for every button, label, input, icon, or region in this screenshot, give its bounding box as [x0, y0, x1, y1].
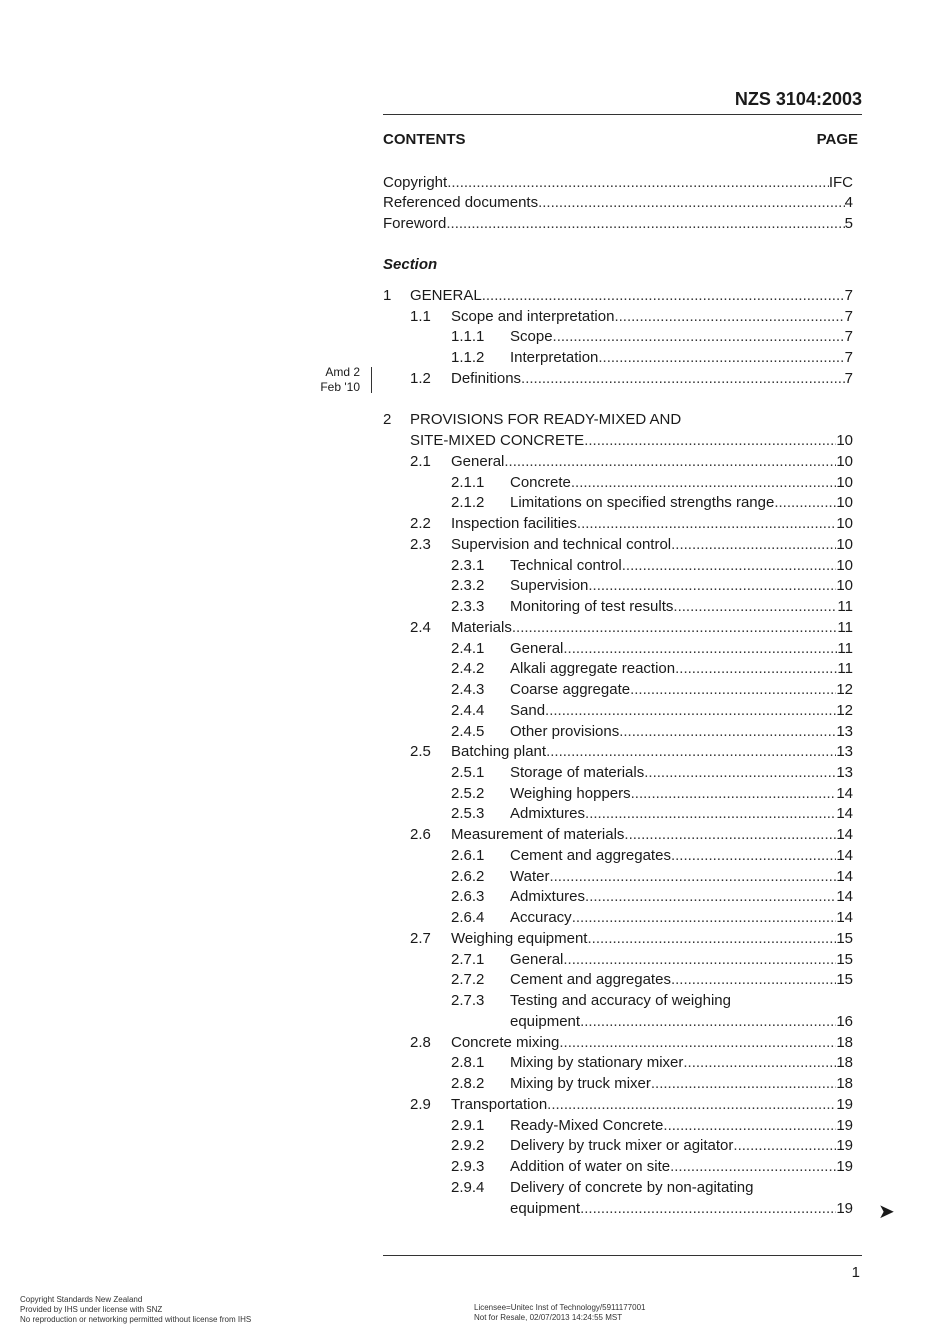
toc-entry[interactable] — [451, 1033, 853, 1053]
toc-entry-page: 7 — [844, 287, 853, 304]
amendment-note — [300, 365, 360, 395]
toc-entry-page: 13 — [836, 764, 853, 781]
toc-entry-page: 12 — [836, 702, 853, 719]
section-heading: Section — [383, 256, 438, 273]
toc-entry-page: 10 — [836, 536, 853, 553]
toc-entry[interactable] — [510, 701, 853, 721]
toc-entry[interactable] — [510, 639, 853, 659]
toc-entry[interactable] — [510, 659, 853, 679]
toc-entry-title: Monitoring of test results — [510, 598, 674, 615]
toc-entry-title: Materials — [451, 619, 512, 636]
toc-number: 2.6.3 — [451, 888, 485, 905]
toc-entry[interactable] — [510, 1116, 853, 1136]
toc-entry[interactable] — [451, 369, 853, 389]
toc-entry-page: 15 — [836, 951, 853, 968]
toc-entry-title: Accuracy — [510, 909, 572, 926]
toc-entry-title: Weighing equipment — [451, 930, 588, 947]
toc-entry-title: Sand — [510, 702, 546, 719]
toc-number: 2.8.1 — [451, 1054, 485, 1071]
toc-entry[interactable] — [510, 493, 853, 513]
toc-entry[interactable] — [510, 846, 853, 866]
toc-number: 1.1 — [410, 308, 431, 325]
toc-number: 2.7.2 — [451, 971, 485, 988]
toc-number: 2.3.2 — [451, 577, 485, 594]
toc-entry-page: 15 — [836, 971, 853, 988]
toc-entry-page: 11 — [837, 598, 853, 615]
toc-entry-title: General — [451, 453, 505, 470]
toc-entry-title: Technical control — [510, 557, 622, 574]
toc-entry-title-line[interactable]: Delivery of concrete by non-agitating — [510, 1179, 754, 1196]
toc-entry-page: 11 — [837, 660, 853, 677]
footer-line: Not for Resale, 02/07/2013 14:24:55 MST — [474, 1313, 623, 1322]
toc-entry-title: Ready-Mixed Concrete — [510, 1117, 664, 1134]
toc-number: 1.1.2 — [451, 349, 485, 366]
toc-number: 2.4.4 — [451, 702, 485, 719]
toc-number: 2.4.5 — [451, 723, 485, 740]
footer-line: Provided by IHS under license with SNZ — [20, 1305, 163, 1314]
toc-entry[interactable] — [510, 1074, 853, 1094]
toc-number: 2.3 — [410, 536, 431, 553]
toc-entry-page: 14 — [836, 847, 853, 864]
header-rule — [383, 114, 862, 115]
toc-entry-title: Delivery by truck mixer or agitator — [510, 1137, 734, 1154]
toc-entry-page: 12 — [836, 681, 853, 698]
toc-entry-title: Weighing hoppers — [510, 785, 631, 802]
toc-entry-page: 10 — [836, 515, 853, 532]
toc-entry[interactable] — [510, 804, 853, 824]
toc-number: 1.2 — [410, 370, 431, 387]
toc-entry[interactable] — [510, 1136, 853, 1156]
toc-number: 2.2 — [410, 515, 431, 532]
toc-entry[interactable] — [510, 950, 853, 970]
amendment-bar — [371, 367, 372, 393]
toc-entry-title: Transportation — [451, 1096, 548, 1113]
toc-entry-title: Cement and aggregates — [510, 971, 671, 988]
toc-entry-title: Mixing by truck mixer — [510, 1075, 651, 1092]
toc-entry-title: Inspection facilities — [451, 515, 577, 532]
toc-number: 2.4 — [410, 619, 431, 636]
toc-number: 2 — [383, 411, 392, 428]
toc-entry-title: Supervision and technical control — [451, 536, 672, 553]
toc-entry[interactable] — [510, 784, 853, 804]
footer-line: Licensee=Unitec Inst of Technology/5911177001 — [474, 1303, 646, 1312]
toc-entry-title: Admixtures — [510, 805, 586, 822]
toc-entry-page: 14 — [836, 888, 853, 905]
toc-entry[interactable] — [510, 970, 853, 990]
toc-number: 2.4.2 — [451, 660, 485, 677]
toc-entry-page: 14 — [836, 805, 853, 822]
toc-entry[interactable] — [510, 887, 853, 907]
footer-line: Copyright Standards New Zealand — [20, 1295, 143, 1304]
toc-number: 2.4.1 — [451, 640, 485, 657]
toc-entry[interactable] — [451, 825, 853, 845]
toc-number: 1.1.1 — [451, 328, 485, 345]
toc-entry-page: IFC — [828, 174, 853, 191]
footer-copyright — [20, 1295, 251, 1325]
toc-entry-page: 11 — [837, 619, 853, 636]
toc-entry[interactable] — [510, 680, 853, 700]
toc-entry-title: Cement and aggregates — [510, 847, 671, 864]
toc-number: 2.3.3 — [451, 598, 485, 615]
toc-number: 2.6.4 — [451, 909, 485, 926]
document-id: NZS 3104:2003 — [734, 89, 862, 109]
toc-entry-title: Concrete mixing — [451, 1034, 560, 1051]
toc-number: 2.9.4 — [451, 1179, 485, 1196]
contents-heading: CONTENTS — [383, 131, 466, 148]
toc-entry[interactable] — [510, 763, 853, 783]
toc-entry-page: 11 — [837, 640, 853, 657]
toc-number: 2.9.1 — [451, 1117, 485, 1134]
toc-entry-page: 19 — [836, 1137, 853, 1154]
toc-number: 2.3.1 — [451, 557, 485, 574]
toc-entry-foreword[interactable] — [383, 214, 853, 234]
toc-entry-title: Admixtures — [510, 888, 586, 905]
toc-number: 2.4.3 — [451, 681, 485, 698]
toc-entry-page: 7 — [844, 349, 853, 366]
toc-entry[interactable] — [451, 452, 853, 472]
toc-entry-referenced-documents[interactable] — [383, 193, 853, 213]
toc-entry[interactable] — [451, 1095, 853, 1115]
toc-entry[interactable] — [451, 929, 853, 949]
toc-entry[interactable] — [451, 535, 853, 555]
toc-entry-title: Batching plant — [451, 743, 547, 760]
toc-number: 2.1 — [410, 453, 431, 470]
toc-entry-title: General — [510, 951, 564, 968]
toc-entry-title: Concrete — [510, 474, 571, 491]
toc-entry[interactable] — [410, 431, 853, 451]
toc-entry-page: 14 — [836, 909, 853, 926]
toc-entry[interactable] — [510, 556, 853, 576]
toc-entry-title: equipment — [510, 1200, 581, 1217]
continue-arrow-icon: ➤ — [878, 1201, 895, 1223]
toc-number: 2.6 — [410, 826, 431, 843]
toc-entry[interactable] — [410, 286, 853, 306]
toc-entry-page: 10 — [836, 474, 853, 491]
toc-number: 2.1.2 — [451, 494, 485, 511]
toc-entry-title: Water — [510, 868, 550, 885]
toc-entry-title: Referenced documents — [383, 194, 539, 211]
toc-number: 2.7.1 — [451, 951, 485, 968]
toc-entry-title: Supervision — [510, 577, 589, 594]
toc-entry[interactable] — [510, 1199, 853, 1219]
toc-entry-title: Alkali aggregate reaction — [510, 660, 676, 677]
toc-entry-page: 16 — [836, 1013, 853, 1030]
toc-number: 2.9 — [410, 1096, 431, 1113]
toc-entry[interactable] — [451, 307, 853, 327]
toc-entry-page: 14 — [836, 785, 853, 802]
toc-entry-title: Mixing by stationary mixer — [510, 1054, 684, 1071]
toc-entry-page: 10 — [836, 432, 853, 449]
toc-entry[interactable] — [510, 1012, 853, 1032]
toc-entry-copyright[interactable] — [383, 173, 853, 193]
toc-entry[interactable] — [510, 722, 853, 742]
toc-entry-page: 10 — [836, 494, 853, 511]
toc-number: 2.8.2 — [451, 1075, 485, 1092]
toc-entry[interactable] — [510, 327, 853, 347]
toc-entry-title: Coarse aggregate — [510, 681, 631, 698]
toc-entry[interactable] — [510, 867, 853, 887]
toc-number: 2.8 — [410, 1034, 431, 1051]
toc-entry-page: 18 — [836, 1054, 853, 1071]
toc-number: 2.7 — [410, 930, 431, 947]
toc-entry-page: 19 — [836, 1158, 853, 1175]
toc-entry-title: General — [510, 640, 564, 657]
toc-number: 2.5.3 — [451, 805, 485, 822]
toc-entry-page: 10 — [836, 577, 853, 594]
footer-license — [474, 1303, 645, 1323]
toc-entry-page: 7 — [844, 308, 853, 325]
toc-entry-page: 5 — [844, 215, 853, 232]
amendment-date: Feb '10 — [320, 380, 360, 394]
toc-number: 2.6.1 — [451, 847, 485, 864]
toc-number: 2.6.2 — [451, 868, 485, 885]
toc-entry-page: 14 — [836, 826, 853, 843]
toc-entry-page: 19 — [836, 1200, 853, 1217]
toc-entry-page: 13 — [836, 723, 853, 740]
toc-entry[interactable] — [510, 576, 853, 596]
toc-entry[interactable] — [510, 348, 853, 368]
amendment-number: Amd 2 — [325, 365, 360, 379]
toc-entry[interactable] — [510, 1053, 853, 1073]
toc-entry-title: Copyright — [383, 174, 448, 191]
toc-entry[interactable] — [510, 908, 853, 928]
toc-entry[interactable] — [451, 514, 853, 534]
toc-number: 1 — [383, 287, 392, 304]
toc-entry-title-line[interactable]: Testing and accuracy of weighing — [510, 992, 731, 1009]
toc-entry-title: Addition of water on site — [510, 1158, 671, 1175]
toc-entry[interactable] — [451, 618, 853, 638]
toc-entry-page: 19 — [836, 1117, 853, 1134]
toc-entry-page: 7 — [844, 370, 853, 387]
toc-entry-page: 13 — [836, 743, 853, 760]
toc-entry-title: Scope — [510, 328, 553, 345]
toc-entry-page: 4 — [844, 194, 853, 211]
toc-entry[interactable] — [510, 1157, 853, 1177]
toc-entry-title: Interpretation — [510, 349, 599, 366]
toc-entry-page: 10 — [836, 453, 853, 470]
toc-number: 2.5.2 — [451, 785, 485, 802]
toc-entry-title: SITE-MIXED CONCRETE — [410, 432, 585, 449]
page-column-heading: PAGE — [816, 131, 858, 148]
toc-entry-title: equipment — [510, 1013, 581, 1030]
toc-entry-title: Other provisions — [510, 723, 620, 740]
footer-rule — [383, 1255, 862, 1256]
toc-entry-title: Storage of materials — [510, 764, 645, 781]
toc-entry-page: 14 — [836, 868, 853, 885]
toc-entry-page: 19 — [836, 1096, 853, 1113]
toc-entry[interactable] — [451, 742, 853, 762]
toc-entry-page: 18 — [836, 1075, 853, 1092]
toc-number: 2.9.2 — [451, 1137, 485, 1154]
toc-entry-title: Definitions — [451, 370, 522, 387]
toc-number: 2.9.3 — [451, 1158, 485, 1175]
toc-entry-title: GENERAL — [410, 287, 482, 304]
toc-number: 2.5.1 — [451, 764, 485, 781]
toc-entry-page: 7 — [844, 328, 853, 345]
toc-entry-title: Limitations on specified strengths range — [510, 494, 775, 511]
toc-entry[interactable] — [510, 473, 853, 493]
page-number: 1 — [851, 1264, 860, 1281]
toc-number: 2.7.3 — [451, 992, 485, 1009]
toc-entry-title: Measurement of materials — [451, 826, 625, 843]
toc-entry-title: Scope and interpretation — [451, 308, 615, 325]
toc-entry[interactable] — [510, 597, 853, 617]
toc-entry-page: 18 — [836, 1034, 853, 1051]
toc-entry-page: 10 — [836, 557, 853, 574]
toc-entry-title: Foreword — [383, 215, 447, 232]
footer-line: No reproduction or networking permitted without license from IHS — [20, 1315, 252, 1324]
toc-entry-page: 15 — [836, 930, 853, 947]
toc-number: 2.5 — [410, 743, 431, 760]
toc-number: 2.1.1 — [451, 474, 485, 491]
toc-entry-title-line[interactable]: PROVISIONS FOR READY-MIXED AND — [410, 411, 682, 428]
